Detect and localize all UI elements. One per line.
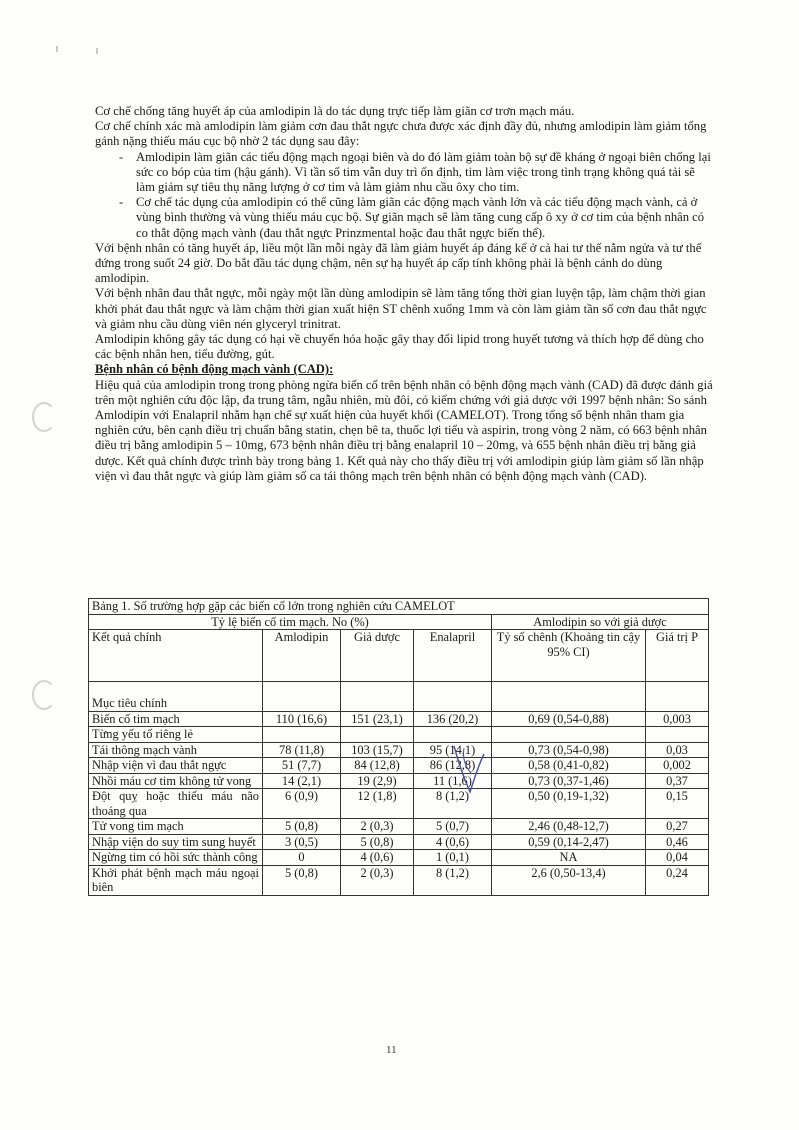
- row-outcome-name: Ngừng tim có hồi sức thành công: [89, 850, 263, 866]
- cell-enalapril: 95 (14,1): [414, 742, 492, 758]
- cell-enalapril: 1 (0,1): [414, 850, 492, 866]
- cell-enalapril: 86 (12,8): [414, 758, 492, 774]
- paragraph-metabolic: Amlodipin không gây tác dụng có hại về chuyển hóa hoặc gây thay đổi lipid trong huyết tương và thích hợp để dùng cho các bệnh nhân hen, tiểu đường, gút.: [95, 332, 704, 362]
- cell-enalapril: 11 (1,6): [414, 773, 492, 789]
- cell-placebo: 84 (12,8): [341, 758, 414, 774]
- cell-p: 0,03: [646, 742, 709, 758]
- cell-amlodipin: 14 (2,1): [263, 773, 341, 789]
- cell-amlodipin: 78 (11,8): [263, 742, 341, 758]
- cell-p: 0,003: [646, 711, 709, 727]
- cell-p: 0,15: [646, 789, 709, 819]
- cell-hr: 0,73 (0,37-1,46): [492, 773, 646, 789]
- cell-hr: 2,46 (0,48-12,7): [492, 819, 646, 835]
- scan-mark: [96, 48, 98, 54]
- table-row: [89, 773, 709, 789]
- row-outcome-name: Mục tiêu chính: [89, 682, 263, 712]
- list-item-text: Cơ chế tác dụng của amlodipin có thể cũng làm giãn các động mạch vành lớn và các tiểu động mạch vành, cả ở vùng bình thường và vùng thiếu máu cục bộ. Sự giãn mạch sẽ làm tăng cung cấp ô xy ở cơ tim của bệnh nhân có co thắt động mạch vành (đau thắt ngực Prinzmental hoặc đau thắt ngực biến thể).: [136, 195, 705, 240]
- row-outcome-name: Biến cố tim mạch: [89, 711, 263, 727]
- cell-enalapril: 8 (1,2): [414, 865, 492, 895]
- header-enalapril: Enalapril: [414, 630, 492, 682]
- row-outcome-name: Tái thông mạch vành: [89, 742, 263, 758]
- cell-hr: NA: [492, 850, 646, 866]
- header-outcome: Kết quả chính: [89, 630, 263, 682]
- cell-placebo: 103 (15,7): [341, 742, 414, 758]
- row-outcome-name: Khởi phát bệnh mạch máu ngoại biên: [89, 865, 263, 895]
- row-outcome-name: Nhập viện vì đau thắt ngực: [89, 758, 263, 774]
- list-item: - Amlodipin làm giãn các tiểu động mạch ngoại biên và do đó làm giảm toàn bộ sự đề kháng ở ngoại biên chống lại sức co bóp của tim (hậu gánh). Vì tần số tim vẫn duy trì ổn định, tim làm việc trong tình trạng không quá tải sẽ làm giảm sự tiêu thụ năng lượng ở cơ tim và làm giảm nhu cầu ôxy cho tim.: [119, 149, 711, 195]
- header-p-value: Giá trị P: [646, 630, 709, 682]
- cell-placebo: 5 (0,8): [341, 834, 414, 850]
- cell-hr: 2,6 (0,50-13,4): [492, 865, 646, 895]
- cell-enalapril: 136 (20,2): [414, 711, 492, 727]
- table-row: [89, 819, 709, 835]
- cell-p: [646, 682, 709, 712]
- cell-p: 0,37: [646, 773, 709, 789]
- header-amlodipin: Amlodipin: [263, 630, 341, 682]
- cell-hr: 0,69 (0,54-0,88): [492, 711, 646, 727]
- cell-amlodipin: 5 (0,8): [263, 819, 341, 835]
- section-heading-cad: Bệnh nhân có bệnh động mạch vành (CAD):: [95, 362, 334, 377]
- cell-amlodipin: [263, 727, 341, 743]
- table-row: [89, 850, 709, 866]
- cell-enalapril: 5 (0,7): [414, 819, 492, 835]
- paragraph-mechanism: Cơ chế chống tăng huyết áp của amlodipin là do tác dụng trực tiếp làm giãn cơ trơn mạch máu.: [95, 104, 575, 118]
- cell-placebo: [341, 727, 414, 743]
- table-row: [89, 682, 709, 712]
- paragraph-angina: Với bệnh nhân đau thắt ngực, mỗi ngày một lần dùng amlodipin sẽ làm tăng tổng thời gian luyện tập, làm chậm thời gian khởi phát đau thắt ngực và làm chậm thời gian xuất hiện ST chênh xuống 1mm và còn làm giảm tần số cơn đau thắt ngực và giảm nhu cầu dùng viên nén glyceryl trinitrat.: [95, 286, 707, 331]
- table-row: [89, 834, 709, 850]
- table-row: [89, 711, 709, 727]
- handwritten-check-mark: [450, 740, 486, 800]
- cell-enalapril: [414, 682, 492, 712]
- cell-amlodipin: 0: [263, 850, 341, 866]
- table-row: [89, 742, 709, 758]
- table-row: [89, 727, 709, 743]
- cell-amlodipin: [263, 682, 341, 712]
- cell-placebo: 19 (2,9): [341, 773, 414, 789]
- row-outcome-name: Đột quỵ hoặc thiếu máu não thoáng qua: [89, 789, 263, 819]
- cell-placebo: 2 (0,3): [341, 865, 414, 895]
- cell-amlodipin: 3 (0,5): [263, 834, 341, 850]
- cell-hr: 0,59 (0,14-2,47): [492, 834, 646, 850]
- cell-amlodipin: 6 (0,9): [263, 789, 341, 819]
- header-placebo: Giả dược: [341, 630, 414, 682]
- cell-p: 0,002: [646, 758, 709, 774]
- cell-amlodipin: 51 (7,7): [263, 758, 341, 774]
- cell-placebo: 12 (1,8): [341, 789, 414, 819]
- cell-hr: [492, 682, 646, 712]
- cell-placebo: [341, 682, 414, 712]
- table-row: [89, 758, 709, 774]
- cell-p: 0,46: [646, 834, 709, 850]
- cell-placebo: 2 (0,3): [341, 819, 414, 835]
- list-item: - Cơ chế tác dụng của amlodipin có thể cũng làm giãn các động mạch vành lớn và các tiểu động mạch vành, cả ở vùng bình thường và vùng thiếu máu cục bộ. Sự giãn mạch sẽ làm tăng cung cấp ô xy ở cơ tim của bệnh nhân có co thắt động mạch vành (đau thắt ngực Prinzmental hoặc đau thắt ngực biến thể).: [119, 195, 705, 240]
- paragraph-angina-mechanism: Cơ chế chính xác mà amlodipin làm giảm cơn đau thắt ngực chưa được xác định đầy đủ, nhưng amlodipin làm giảm tổng gánh nặng thiếu máu cục bộ nhờ 2 tác dụng sau đây:: [95, 119, 707, 149]
- table-row: [89, 865, 709, 895]
- cell-p: 0,24: [646, 865, 709, 895]
- paragraph-camelot: Hiệu quả của amlodipin trong trong phòng ngừa biến cố trên bệnh nhân có bệnh động mạch vành (CAD) đã được đánh giá trên một nghiên cứu độc lập, đa trung tâm, ngẫu nhiên, mù đôi, có kiểm chứng với giả dược với 1997 bệnh nhân: So sánh Amlodipin với Enalapril nhằm hạn chế sự xuất hiện của huyết khối (CAMELOT). Trong tổng số bệnh nhân tham gia nghiên cứu, bên cạnh điều trị chuẩn bằng statin, chẹn bê ta, thuốc lợi tiểu và aspirin, trong vòng 2 năm, có 663 bệnh nhân điều trị bằng amlodipin 5 – 10mg, 673 bệnh nhân điều trị bằng enalapril 10 – 20mg, và 655 bệnh nhân điều trị bằng giả dược. Kết quả chính được trình bày trong bảng 1. Kết quả này cho thấy điều trị với amlodipin giúp làm giảm số lần nhập viện vì đau thắt ngực và giúp làm giảm số ca tái thông mạch trên bệnh nhân có bệnh động mạch vành (CAD).: [95, 377, 713, 483]
- row-outcome-name: Tử vong tim mạch: [89, 819, 263, 835]
- cell-p: 0,27: [646, 819, 709, 835]
- cell-amlodipin: 5 (0,8): [263, 865, 341, 895]
- row-outcome-name: Nhập viện do suy tim sung huyết: [89, 834, 263, 850]
- mechanism-list: [95, 150, 715, 241]
- page-number: 11: [386, 1044, 397, 1056]
- cell-hr: 0,73 (0,54-0,98): [492, 742, 646, 758]
- cell-hr: 0,50 (0,19-1,32): [492, 789, 646, 819]
- list-item-text: Amlodipin làm giãn các tiểu động mạch ngoại biên và do đó làm giảm toàn bộ sự đề kháng ở ngoại biên chống lại sức co bóp của tim (hậu gánh). Vì tần số tim vẫn duy trì ổn định, tim làm việc trong tình trạng không quá tải sẽ làm giảm sự tiêu thụ năng lượng ở cơ tim và làm giảm nhu cầu ôxy cho tim.: [136, 149, 711, 195]
- cell-placebo: 151 (23,1): [341, 711, 414, 727]
- cell-p: 0,04: [646, 850, 709, 866]
- table-caption: Bảng 1. Số trường hợp gặp các biến cố lớn trong nghiên cứu CAMELOT: [89, 599, 709, 615]
- camelot-table: [88, 598, 709, 896]
- paragraph-hypertension: Với bệnh nhân có tăng huyết áp, liều một lần mỗi ngày đã làm giảm huyết áp đáng kể ở cả hai tư thế nằm ngửa và tư thế đứng trong suốt 24 giờ. Do bắt đầu tác dụng chậm, nên sự hạ huyết áp cấp tính không phải là bệnh cảnh do dùng amlodipin.: [95, 240, 702, 286]
- scan-mark: [56, 46, 58, 52]
- cell-enalapril: 4 (0,6): [414, 834, 492, 850]
- group-header-compare: Amlodipin so với giả dược: [492, 614, 709, 630]
- cell-enalapril: 8 (1,2): [414, 789, 492, 819]
- cell-placebo: 4 (0,6): [341, 850, 414, 866]
- group-header-rate: Tỷ lệ biến cố tim mạch. No (%): [89, 614, 492, 630]
- cell-p: [646, 727, 709, 743]
- body-text: [95, 104, 715, 484]
- row-outcome-name: Từng yếu tố riêng lẻ: [89, 727, 263, 743]
- punch-hole-bottom: [32, 680, 56, 710]
- cell-hr: [492, 727, 646, 743]
- row-outcome-name: Nhồi máu cơ tim không tử vong: [89, 773, 263, 789]
- punch-hole-top: [32, 402, 56, 432]
- camelot-table-container: [88, 598, 708, 896]
- cell-amlodipin: 110 (16,6): [263, 711, 341, 727]
- table-row: [89, 789, 709, 819]
- header-odds-ratio: Tỷ số chênh (Khoảng tin cậy 95% CI): [492, 630, 646, 682]
- cell-hr: 0,58 (0,41-0,82): [492, 758, 646, 774]
